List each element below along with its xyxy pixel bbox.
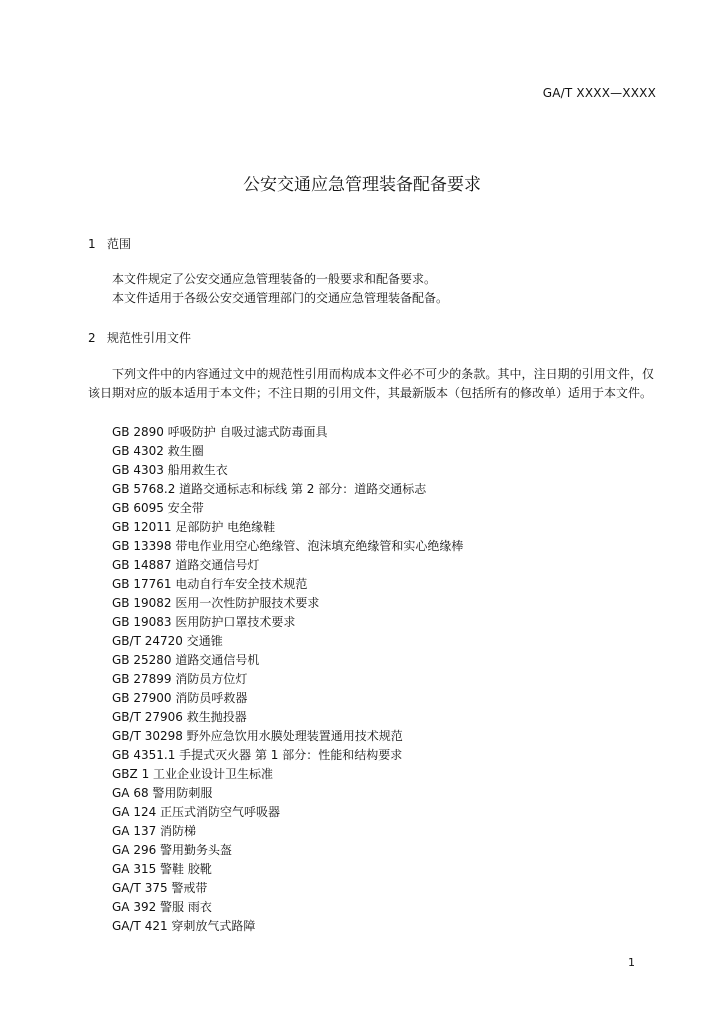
reference-item: GB 13398 带电作业用空心绝缘管、泡沫填充绝缘管和实心绝缘棒 xyxy=(112,539,464,553)
reference-item: GA 392 警服 雨衣 xyxy=(112,900,212,914)
reference-item: GB 4351.1 手提式灭火器 第 1 部分：性能和结构要求 xyxy=(112,748,403,762)
reference-item: GB 25280 道路交通信号机 xyxy=(112,653,260,667)
reference-item: GB 4303 船用救生衣 xyxy=(112,463,228,477)
reference-item: GB 27899 消防员方位灯 xyxy=(112,672,248,686)
reference-list xyxy=(112,423,463,936)
section-1-number: 1 xyxy=(88,237,96,251)
reference-item: GB 17761 电动自行车安全技术规范 xyxy=(112,577,308,591)
scope-paragraph-2: 本文件适用于各级公安交通管理部门的交通应急管理装备配备。 xyxy=(112,291,449,305)
reference-item: GB 27900 消防员呼救器 xyxy=(112,691,248,705)
section-2-number: 2 xyxy=(88,331,96,345)
reference-item: GA/T 375 警戒带 xyxy=(112,881,208,895)
reference-item: GA 124 正压式消防空气呼吸器 xyxy=(112,805,281,819)
reference-item: GA 68 警用防刺服 xyxy=(112,786,213,800)
scope-paragraph-1: 本文件规定了公安交通应急管理装备的一般要求和配备要求。 xyxy=(112,272,437,286)
reference-item: GA 296 警用勤务头盔 xyxy=(112,843,233,857)
reference-item: GB 12011 足部防护 电绝缘鞋 xyxy=(112,520,276,534)
reference-item: GB/T 30298 野外应急饮用水膜处理装置通用技术规范 xyxy=(112,729,403,743)
reference-item: GA/T 421 穿刺放气式路障 xyxy=(112,919,256,933)
reference-item: GB 19082 医用一次性防护服技术要求 xyxy=(112,596,320,610)
normative-references-intro: 下列文件中的内容通过文中的规范性引用而构成本文件必不可少的条款。其中，注日期的引用文件，仅该日期对应的版本适用于本文件；不注日期的引用文件，其最新版本（包括所有的修改单）适用于本文件。 xyxy=(88,367,654,400)
reference-item: GB 14887 道路交通信号灯 xyxy=(112,558,260,572)
reference-item: GB 19083 医用防护口罩技术要求 xyxy=(112,615,296,629)
reference-item: GA 137 消防梯 xyxy=(112,824,197,838)
reference-item: GBZ 1 工业企业设计卫生标准 xyxy=(112,767,274,781)
standard-code: GA/T XXXX—XXXX xyxy=(542,86,656,100)
reference-item: GB/T 27906 救生抛投器 xyxy=(112,710,247,724)
reference-item: GB 6095 安全带 xyxy=(112,501,204,515)
reference-item: GB/T 24720 交通锥 xyxy=(112,634,223,648)
reference-item: GB 4302 救生圈 xyxy=(112,444,204,458)
reference-item: GB 2890 呼吸防护 自吸过滤式防毒面具 xyxy=(112,425,328,439)
document-title: 公安交通应急管理装备配备要求 xyxy=(243,175,481,195)
section-2-title: 规范性引用文件 xyxy=(107,331,192,345)
page-number: 1 xyxy=(628,956,635,969)
section-2-heading xyxy=(88,329,191,346)
reference-item: GA 315 警鞋 胶靴 xyxy=(112,862,212,876)
section-1-heading xyxy=(88,235,131,252)
reference-item: GB 5768.2 道路交通标志和标线 第 2 部分：道路交通标志 xyxy=(112,482,427,496)
section-1-title: 范围 xyxy=(107,237,132,251)
